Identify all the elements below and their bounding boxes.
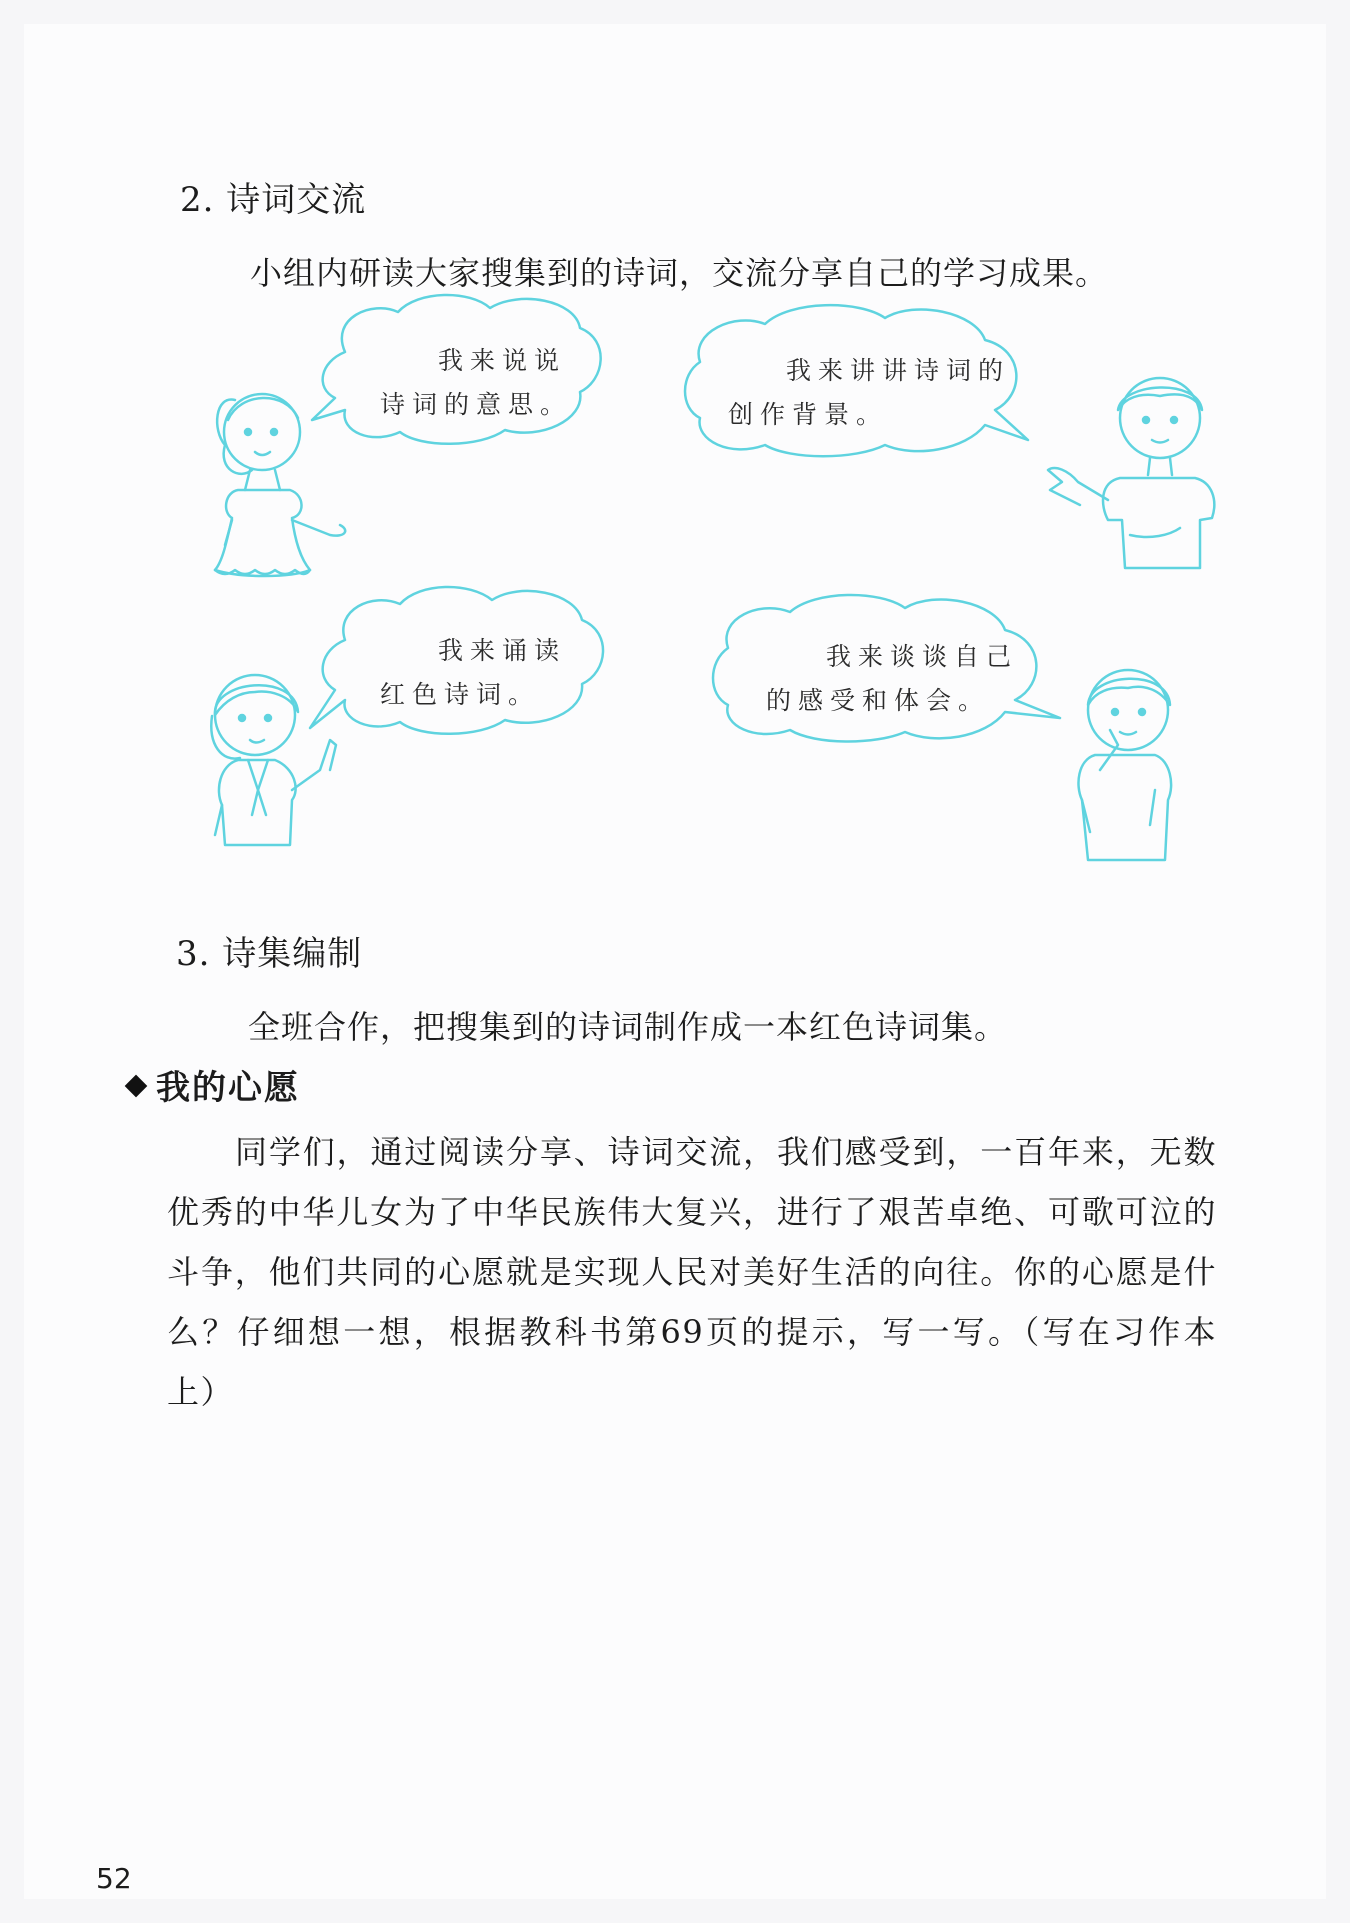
bubble-1-line-2: 诗词的意思。: [380, 390, 573, 419]
bubble-4-line-1: 我来谈谈自己: [826, 642, 1019, 671]
section-3-intro: 全班合作，把搜集到的诗词制作成一本红色诗词集。: [248, 1008, 1008, 1046]
bubble-2-line-2: 创作背景。: [728, 400, 889, 429]
section-3-title: 3. 诗集编制: [176, 934, 363, 974]
girl-figure-2: [211, 675, 336, 845]
section-2-title: 2. 诗词交流: [180, 180, 367, 220]
girl-figure-1: [215, 394, 345, 576]
bubble-3-line-1: 我来诵读: [438, 636, 567, 665]
bubble-4-line-2: 的感受和体会。: [766, 686, 991, 715]
boy-figure-2: [1078, 670, 1171, 860]
bubble-3-line-2: 红色诗词。: [380, 680, 541, 709]
page-number: 52: [96, 1862, 132, 1895]
boy-figure-1: [1048, 378, 1214, 568]
section-2-intro: 小组内研读大家搜集到的诗词，交流分享自己的学习成果。: [250, 254, 1109, 292]
bubble-2-line-1: 我来讲讲诗词的: [786, 356, 1011, 385]
wish-section-heading: [128, 1060, 300, 1109]
wish-title: 我的心愿: [156, 1068, 300, 1108]
wish-body: 同学们，通过阅读分享、诗词交流，我们感受到，一百年来，无数优秀的中华儿女为了中华民族伟大复兴，进行了艰苦卓绝、可歌可泣的斗争，他们共同的心愿就是实现人民对美好生活的向往。你的心愿是什么？仔细想一想，根据教科书第69页的提示，写一写。（写在习作本上）: [167, 1133, 1217, 1411]
diamond-icon: [125, 1074, 148, 1097]
bubble-1-line-1: 我来说说: [438, 346, 567, 375]
